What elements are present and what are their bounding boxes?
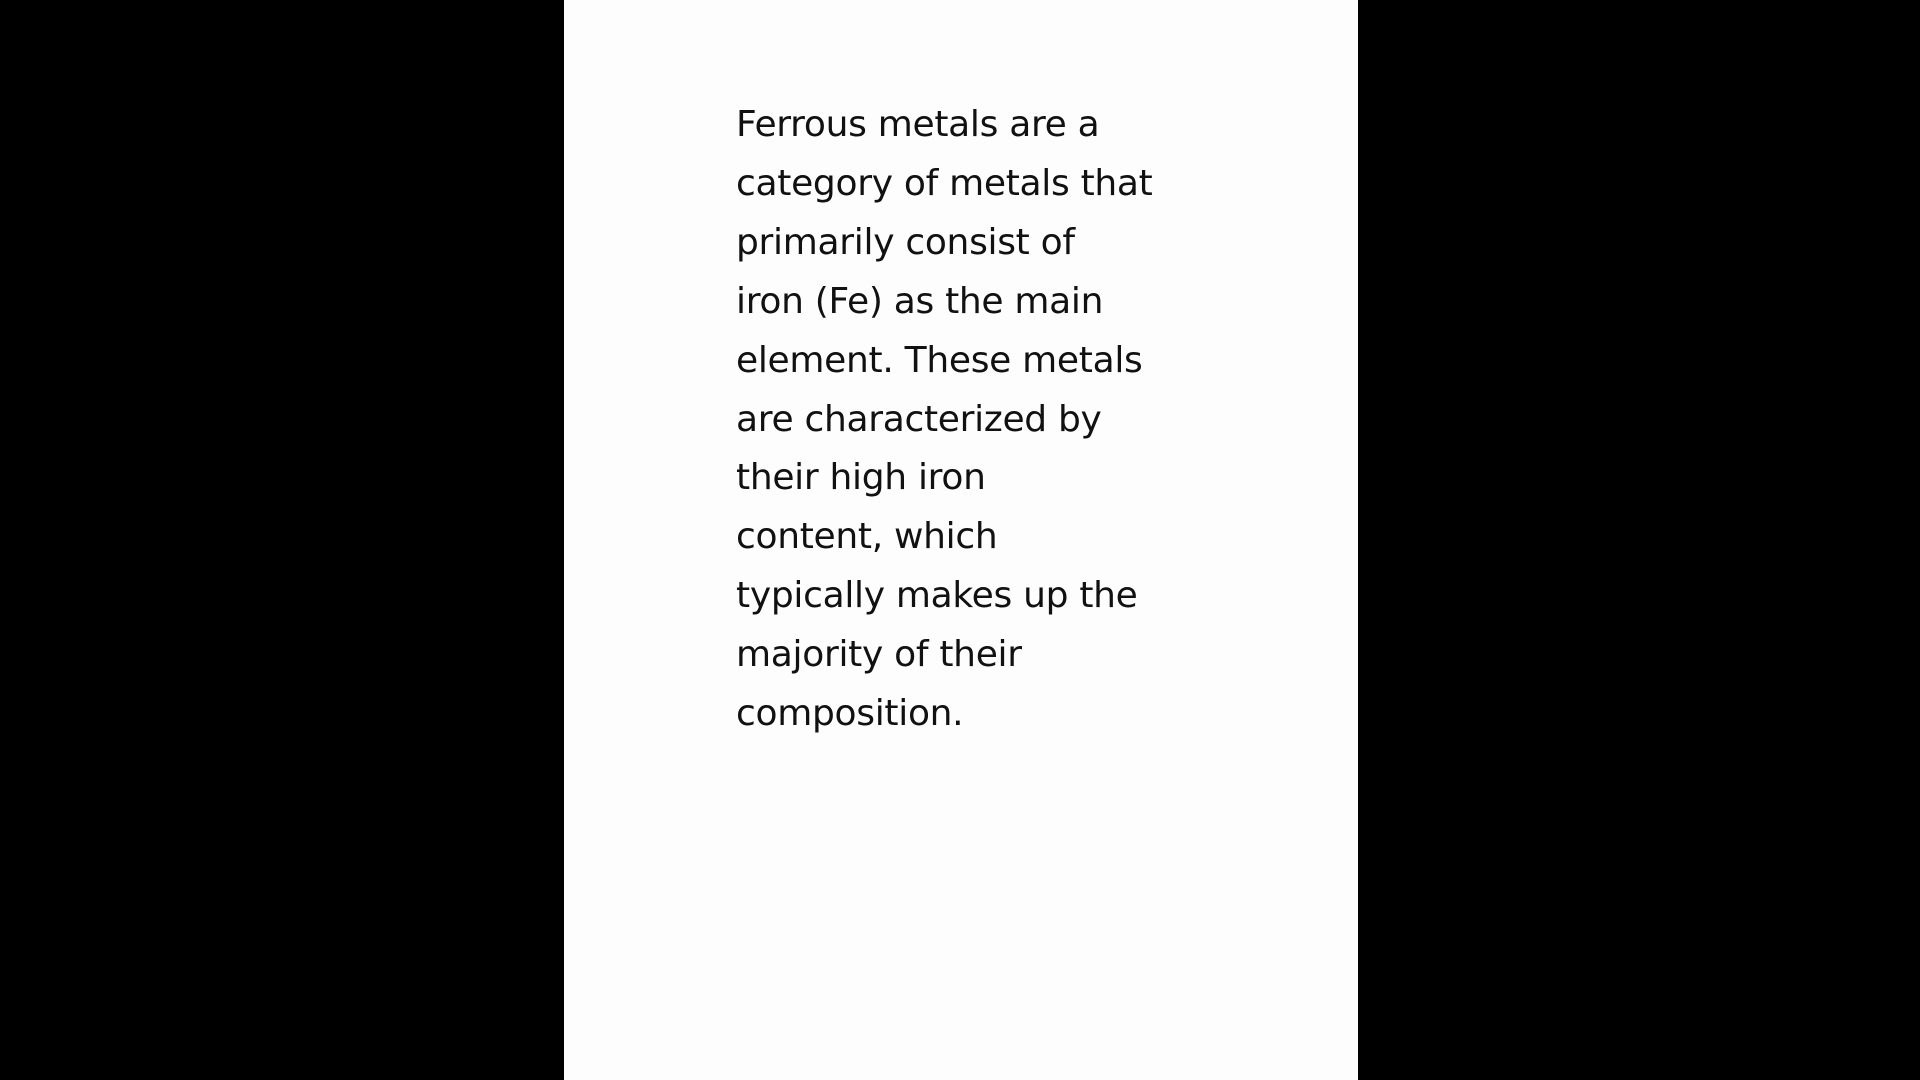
paragraph-line: iron (Fe) as the main	[736, 280, 1104, 322]
paragraph-line: element. These metals	[736, 339, 1143, 381]
document-page	[564, 0, 1358, 1080]
paragraph-line: are characterized by	[736, 398, 1102, 440]
paragraph-line: composition.	[736, 693, 964, 735]
paragraph-line: their high iron	[736, 457, 986, 499]
body-paragraph	[736, 96, 1156, 744]
paragraph-line: typically makes up the	[736, 575, 1138, 617]
paragraph-line: category of metals that	[736, 162, 1153, 204]
paragraph-line: majority of their	[736, 634, 1022, 676]
paragraph-line: content, which	[736, 516, 998, 558]
paragraph-line: primarily consist of	[736, 221, 1075, 263]
paragraph-line: Ferrous metals are a	[736, 104, 1100, 145]
